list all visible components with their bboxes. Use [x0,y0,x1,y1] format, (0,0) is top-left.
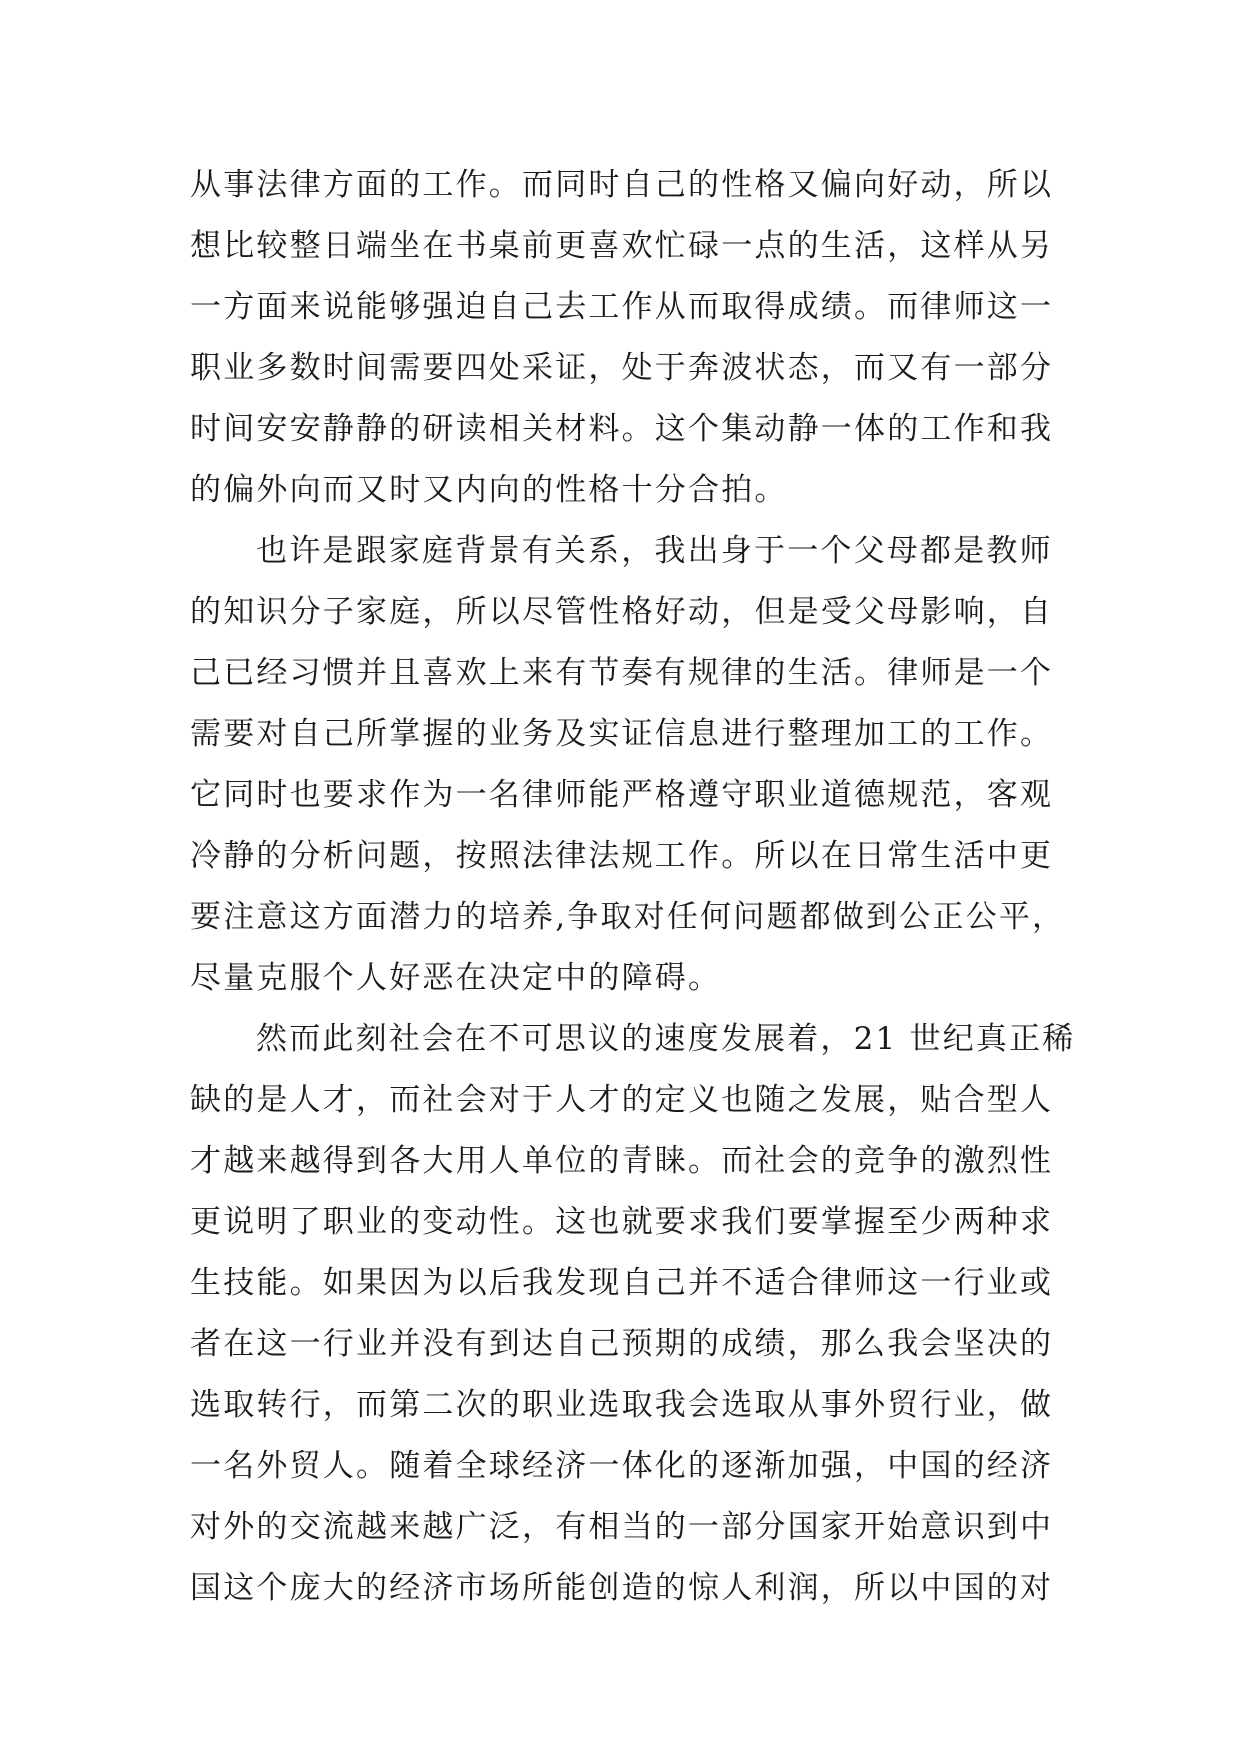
paragraph-line: 者在这一行业并没有到达自己预期的成绩，那么我会坚决的 [190,1326,1054,1362]
paragraph-line: 尽量克服个人好恶在决定中的障碍。 [190,960,722,996]
paragraph [190,521,1070,1009]
paragraph-line: 才越来越得到各大用人单位的青睐。而社会的竞争的激烈性 [190,1143,1054,1179]
paragraph-line: 一方面来说能够强迫自己去工作从而取得成绩。而律师这一 [190,289,1054,325]
paragraph-line: 的知识分子家庭，所以尽管性格好动，但是受父母影响，自 [190,594,1054,630]
paragraph-line: 想比较整日端坐在书桌前更喜欢忙碌一点的生活，这样从另 [190,228,1054,264]
paragraph-line: 也许是跟家庭背景有关系，我出身于一个父母都是教师 [256,533,1053,569]
paragraph-line: 它同时也要求作为一名律师能严格遵守职业道德规范，客观 [190,777,1054,813]
document-body [190,155,1076,1619]
paragraph [190,1009,1076,1619]
paragraph-line: 己已经习惯并且喜欢上来有节奏有规律的生活。律师是一个 [190,655,1054,691]
paragraph-line: 需要对自己所掌握的业务及实证信息进行整理加工的工作。 [190,716,1054,752]
paragraph-line: 要注意这方面潜力的培养,争取对任何问题都做到公正公平， [190,899,1066,935]
paragraph-line: 缺的是人才，而社会对于人才的定义也随之发展，贴合型人 [190,1082,1054,1118]
paragraph-line: 冷静的分析问题，按照法律法规工作。所以在日常生活中更 [190,838,1054,874]
paragraph-line: 的偏外向而又时又内向的性格十分合拍。 [190,472,788,508]
paragraph-line: 选取转行，而第二次的职业选取我会选取从事外贸行业，做 [190,1387,1054,1423]
paragraph-line: 然而此刻社会在不可思议的速度发展着，21 世纪真正稀 [256,1021,1076,1057]
paragraph-line: 国这个庞大的经济市场所能创造的惊人利润，所以中国的对 [190,1570,1054,1606]
paragraph [190,155,1070,521]
paragraph-line: 从事法律方面的工作。而同时自己的性格又偏向好动，所以 [190,167,1054,203]
paragraph-line: 生技能。如果因为以后我发现自己并不适合律师这一行业或 [190,1265,1054,1301]
paragraph-line: 更说明了职业的变动性。这也就要求我们要掌握至少两种求 [190,1204,1054,1240]
paragraph-line: 一名外贸人。随着全球经济一体化的逐渐加强，中国的经济 [190,1448,1054,1484]
paragraph-line: 职业多数时间需要四处采证，处于奔波状态，而又有一部分 [190,350,1054,386]
paragraph-line: 时间安安静静的研读相关材料。这个集动静一体的工作和我 [190,411,1054,447]
paragraph-line: 对外的交流越来越广泛，有相当的一部分国家开始意识到中 [190,1509,1054,1545]
